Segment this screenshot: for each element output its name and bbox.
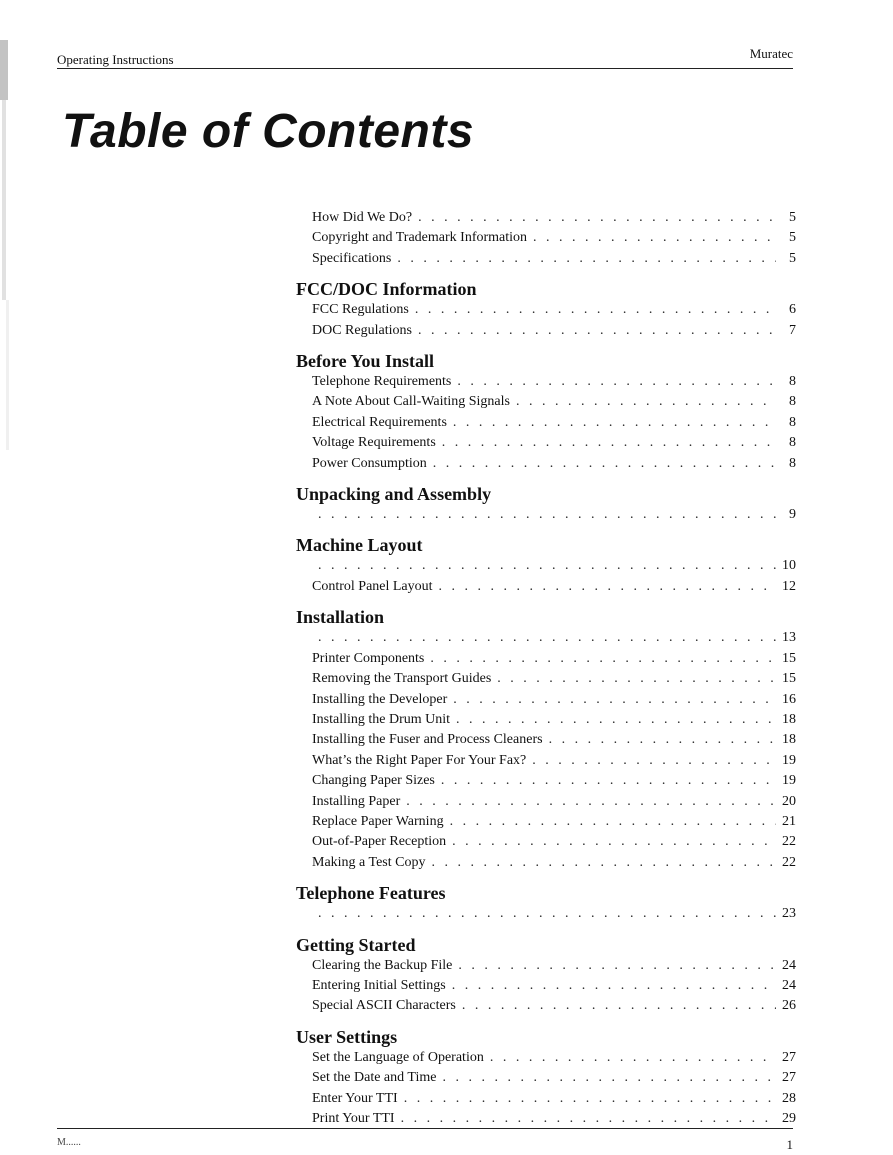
toc-leader-dots xyxy=(401,1109,776,1129)
toc-section xyxy=(296,606,796,873)
toc-leader-dots xyxy=(442,433,776,453)
toc-leader-dots xyxy=(418,208,776,228)
toc-sections xyxy=(296,278,796,1129)
toc-section xyxy=(296,1026,796,1130)
toc-page-number: 27 xyxy=(782,1049,796,1065)
toc-entry[interactable] xyxy=(312,1089,796,1109)
toc-page-number: 27 xyxy=(782,1070,796,1086)
toc-entry[interactable] xyxy=(312,454,796,474)
toc-page-number: 15 xyxy=(782,650,796,666)
toc-page-number: 24 xyxy=(782,977,796,993)
toc-section-title[interactable]: Unpacking and Assembly xyxy=(296,484,492,505)
toc-entry-text: Changing Paper Sizes xyxy=(312,773,435,789)
toc-page-number: 5 xyxy=(789,210,796,225)
scan-edge-artifact xyxy=(0,40,30,460)
toc-entry[interactable] xyxy=(312,505,796,525)
toc-page-number: 21 xyxy=(782,813,796,829)
toc-page-number: 24 xyxy=(782,957,796,973)
toc-leader-dots xyxy=(462,996,776,1016)
toc-page-number: 5 xyxy=(789,250,796,266)
toc-entry-text: Enter Your TTI xyxy=(312,1090,398,1106)
toc-section-title[interactable]: User Settings xyxy=(296,1026,398,1047)
toc-leader-dots xyxy=(490,1048,776,1068)
toc-leader-dots xyxy=(318,556,776,576)
toc-page-number: 22 xyxy=(782,854,796,870)
toc-entry-text: FCC Regulations xyxy=(312,302,409,318)
toc-page-number: 28 xyxy=(782,1090,796,1106)
toc-page-number: 19 xyxy=(782,752,796,768)
toc-leader-dots xyxy=(549,730,776,750)
toc-page-number: 15 xyxy=(782,671,796,687)
toc-entry[interactable] xyxy=(312,556,796,576)
toc-entry[interactable] xyxy=(312,1068,796,1088)
toc-page-number: 7 xyxy=(789,322,796,338)
toc-leader-dots xyxy=(415,300,776,320)
toc-entry[interactable] xyxy=(312,832,796,852)
toc-intro-section xyxy=(296,208,796,269)
header-right-text: Muratec xyxy=(749,46,793,61)
toc-entry-text: Removing the Transport Guides xyxy=(312,671,492,687)
toc-page-number: 8 xyxy=(789,394,796,410)
toc-entry-text: How Did We Do? xyxy=(312,210,413,225)
toc-leader-dots xyxy=(453,690,776,710)
toc-entry-text: Power Consumption xyxy=(312,455,427,471)
toc-leader-dots xyxy=(442,1068,776,1088)
toc-leader-dots xyxy=(457,372,776,392)
toc-entry[interactable] xyxy=(312,730,796,750)
toc-page-number: 6 xyxy=(789,302,796,318)
toc-entry[interactable] xyxy=(312,792,796,812)
toc-page-number: 18 xyxy=(782,711,796,727)
toc-entry-text: Installing the Developer xyxy=(312,691,448,707)
toc-entry-text: Installing the Drum Unit xyxy=(312,711,451,727)
toc-entry-text: Voltage Requirements xyxy=(312,435,436,451)
toc-leader-dots xyxy=(433,454,776,474)
toc-leader-dots xyxy=(450,812,776,832)
toc-leader-dots xyxy=(318,505,776,525)
toc-leader-dots xyxy=(452,976,776,996)
toc-leader-dots xyxy=(452,832,776,852)
toc-page-number: 8 xyxy=(789,455,796,471)
toc-entry[interactable] xyxy=(312,996,796,1016)
toc-entry-text: Control Panel Layout xyxy=(312,578,433,594)
toc-entry-text: Electrical Requirements xyxy=(312,414,447,430)
toc-leader-dots xyxy=(404,1089,776,1109)
toc-entry[interactable] xyxy=(312,1048,796,1068)
toc-entry[interactable] xyxy=(312,1109,796,1129)
toc-leader-dots xyxy=(441,771,776,791)
toc-section xyxy=(296,278,796,341)
toc-page-number: 19 xyxy=(782,773,796,789)
toc-leader-dots xyxy=(318,904,776,924)
toc-entry[interactable] xyxy=(312,710,796,730)
toc-entry-text: Set the Date and Time xyxy=(312,1070,437,1086)
toc-page-number: 22 xyxy=(782,834,796,850)
toc-page-number: 13 xyxy=(782,630,796,646)
page-title: Table of Contents xyxy=(62,105,475,158)
toc-entry[interactable] xyxy=(312,433,796,453)
toc-leader-dots xyxy=(516,392,776,412)
toc-entry[interactable] xyxy=(312,771,796,791)
toc-entry[interactable] xyxy=(312,300,796,320)
toc-leader-dots xyxy=(439,577,776,597)
toc-leader-dots xyxy=(533,228,776,248)
toc-page-number: 12 xyxy=(782,578,796,594)
toc-entry[interactable] xyxy=(312,853,796,873)
toc-leader-dots xyxy=(532,751,776,771)
toc-page-number: 8 xyxy=(789,374,796,390)
toc-entry[interactable] xyxy=(312,751,796,771)
toc-entry-text: Specifications xyxy=(312,250,392,266)
toc-entry[interactable] xyxy=(312,228,796,248)
table-of-contents xyxy=(296,208,796,1138)
toc-entry-text: Special ASCII Characters xyxy=(312,998,456,1014)
toc-entry[interactable] xyxy=(312,812,796,832)
toc-entry[interactable] xyxy=(312,372,796,392)
toc-section-title[interactable]: FCC/DOC Information xyxy=(296,279,477,300)
toc-entry-text: Copyright and Trademark Information xyxy=(312,230,528,246)
toc-leader-dots xyxy=(318,628,776,648)
header-left-text: Operating Instructions xyxy=(57,52,174,67)
toc-section xyxy=(296,483,796,525)
toc-entry[interactable] xyxy=(312,649,796,669)
toc-entry-text: DOC Regulations xyxy=(312,322,412,338)
toc-section xyxy=(296,934,796,1017)
toc-page-number: 20 xyxy=(782,793,796,809)
toc-entry[interactable] xyxy=(312,690,796,710)
toc-section-title[interactable]: Before You Install xyxy=(296,351,435,372)
page-header xyxy=(57,48,793,69)
toc-entry[interactable] xyxy=(312,249,796,269)
toc-page-number: 26 xyxy=(782,998,796,1014)
toc-entry[interactable] xyxy=(312,577,796,597)
page-number: 1 xyxy=(786,1137,793,1152)
toc-entry-text: Printer Components xyxy=(312,650,425,666)
toc-section-title[interactable]: Telephone Features xyxy=(296,883,446,904)
toc-page-number: 29 xyxy=(782,1111,796,1126)
toc-page-number: 18 xyxy=(782,732,796,748)
toc-entry[interactable] xyxy=(312,976,796,996)
toc-leader-dots xyxy=(453,413,776,433)
toc-page-number: 10 xyxy=(782,558,796,574)
toc-entry[interactable] xyxy=(312,669,796,689)
toc-entry-text: Making a Test Copy xyxy=(312,854,426,870)
toc-entry[interactable] xyxy=(312,904,796,924)
toc-section-title[interactable]: Getting Started xyxy=(296,934,416,955)
toc-page-number: 5 xyxy=(789,230,796,246)
toc-entry-text: Installing Paper xyxy=(312,793,401,809)
toc-entry[interactable] xyxy=(312,208,796,228)
toc-entry-text: Entering Initial Settings xyxy=(312,977,446,993)
toc-entry[interactable] xyxy=(312,628,796,648)
toc-leader-dots xyxy=(431,853,776,873)
toc-entry-text: Clearing the Backup File xyxy=(312,957,453,973)
toc-entry[interactable] xyxy=(312,956,796,976)
page-footer xyxy=(57,1128,793,1152)
toc-entry-text: Installing the Fuser and Process Cleaners xyxy=(312,732,543,748)
toc-section xyxy=(296,350,796,474)
footer-left-text: M...... xyxy=(57,1137,81,1148)
toc-entry-text: Telephone Requirements xyxy=(312,374,452,390)
toc-section xyxy=(296,534,796,597)
toc-page-number: 8 xyxy=(789,414,796,430)
toc-entry[interactable] xyxy=(312,321,796,341)
toc-section-title[interactable]: Machine Layout xyxy=(296,535,423,556)
toc-leader-dots xyxy=(430,649,776,669)
toc-leader-dots xyxy=(418,321,776,341)
toc-leader-dots xyxy=(456,710,776,730)
toc-entry-text: Set the Language of Operation xyxy=(312,1049,484,1065)
toc-section xyxy=(296,882,796,924)
toc-page-number: 16 xyxy=(782,691,796,707)
toc-entry-text: What’s the Right Paper For Your Fax? xyxy=(312,752,527,768)
toc-leader-dots xyxy=(397,249,776,269)
toc-section-title[interactable]: Installation xyxy=(296,607,385,628)
toc-page-number: 9 xyxy=(789,507,796,523)
toc-entry-text: Replace Paper Warning xyxy=(312,813,444,829)
toc-leader-dots xyxy=(406,792,776,812)
toc-page-number: 23 xyxy=(782,906,796,922)
toc-page-number: 8 xyxy=(789,435,796,451)
toc-entry[interactable] xyxy=(312,392,796,412)
toc-leader-dots xyxy=(497,669,776,689)
toc-entry-text: Out-of-Paper Reception xyxy=(312,834,447,850)
toc-entry[interactable] xyxy=(312,413,796,433)
toc-entry-text: Print Your TTI xyxy=(312,1111,395,1126)
toc-entry-text: A Note About Call-Waiting Signals xyxy=(312,394,510,410)
toc-leader-dots xyxy=(458,956,776,976)
